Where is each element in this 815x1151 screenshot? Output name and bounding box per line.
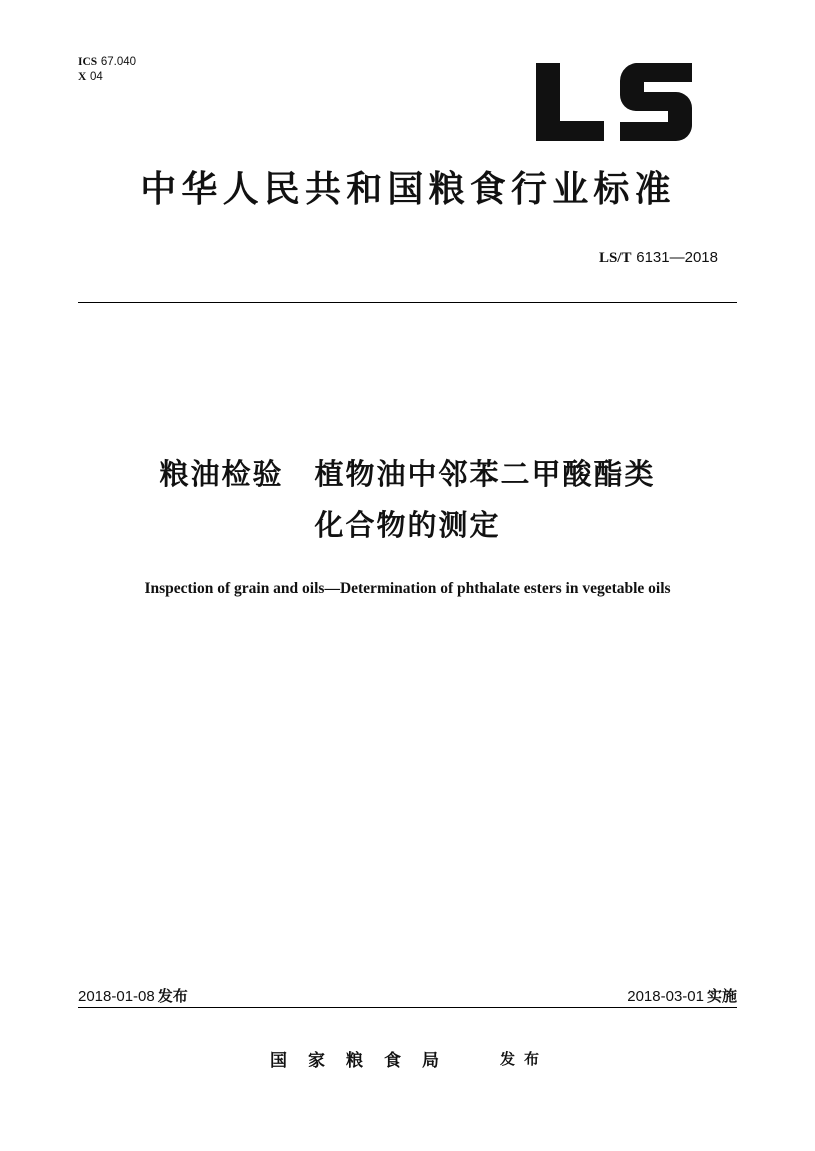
ics-label: ICS xyxy=(78,56,98,68)
standard-category-title: 中华人民共和国粮食行业标准 xyxy=(140,169,676,210)
issuing-authority: 国家粮食局 xyxy=(270,1051,460,1071)
ls-logo xyxy=(536,63,692,141)
standard-code xyxy=(599,248,718,267)
ccs-value: 04 xyxy=(89,71,103,83)
release-label: 发布 xyxy=(157,987,188,1005)
implementation-label: 实施 xyxy=(706,987,737,1005)
ics-code xyxy=(78,54,136,69)
document-title-zh-line2: 化合物的测定 xyxy=(314,508,501,542)
ls-logo-letter-l xyxy=(536,63,604,141)
ccs-code xyxy=(78,69,136,84)
document-title-en: Inspection of grain and oils—Determination of phthalate esters in vegetable oils xyxy=(144,580,671,597)
issuing-label: 发布 xyxy=(500,1050,549,1068)
ccs-label: X xyxy=(78,71,87,83)
footer-divider xyxy=(78,1007,737,1008)
ics-value: 67.040 xyxy=(100,56,137,68)
standard-code-prefix: LS/T xyxy=(598,250,632,266)
standard-code-number: 6131—2018 xyxy=(636,249,718,266)
release-date-block xyxy=(78,985,188,1006)
release-date: 2018-01-08 xyxy=(78,988,155,1005)
implementation-date: 2018-03-01 xyxy=(627,988,704,1005)
implementation-date-block xyxy=(627,985,737,1006)
classification-codes xyxy=(78,54,136,84)
header-divider xyxy=(78,302,737,303)
document-title-zh-line1: 粮油检验 植物油中邻苯二甲酸酯类 xyxy=(159,457,656,491)
ls-logo-letter-s xyxy=(620,63,692,141)
